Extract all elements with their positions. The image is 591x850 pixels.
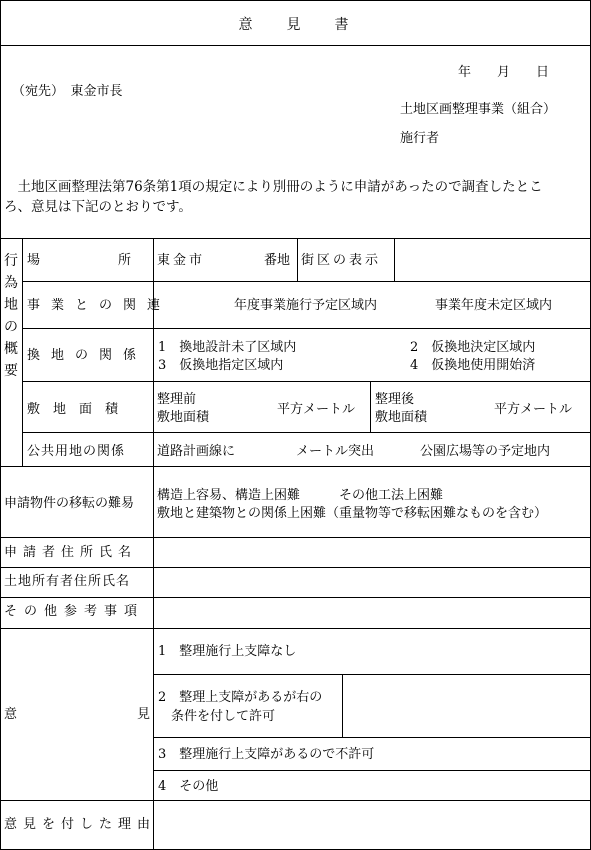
opinion-divider-3 [153,770,591,771]
site-area-before-l1: 整理前 [157,392,197,407]
replot-option-3[interactable]: 3 仮換地指定区域内 [158,358,284,373]
public-land-label: 公共用地の関係 [27,444,126,459]
header-divider [0,238,591,239]
opinion-option-3[interactable]: 3 整理施行上支障があるので不許可 [158,747,375,762]
applicant-line-1: 土地区画整理事業（組合） [400,102,557,117]
row-divider-3 [22,381,591,382]
row-divider-6 [0,537,591,538]
site-area-after-l2: 敷地面積 [375,410,428,425]
row-divider-1 [22,281,591,282]
row-divider-4 [22,432,591,433]
replot-option-2[interactable]: 2 仮換地決定区域内 [410,340,536,355]
row-divider-2 [22,328,591,329]
title-divider [0,45,591,46]
replot-relation-label: 換地の関係 [27,348,148,363]
applicant-address-label: 申請者住所氏名 [4,545,138,560]
site-area-unit-before: 平方メートル [277,402,356,417]
opinion-divider-1 [153,674,591,675]
site-area-before-l2: 敷地面積 [157,410,210,425]
other-reference-label: その他参考事項 [4,604,145,619]
site-area-label: 敷 地 面 積 [27,402,119,417]
location-divider-2 [394,238,395,281]
row-divider-8 [0,597,591,598]
owner-address-label: 土地所有者住所氏名 [4,574,131,589]
opinion-label-left: 意 [4,707,18,722]
intro-line-1: 土地区画整理法第76条第1項の規定により別冊のように申請があったので調査したとこ [4,179,543,195]
site-area-divider [370,381,371,432]
block-display-label: 街区の表示 [301,253,382,268]
project-option-1[interactable]: 年度事業施行予定区域内 [234,298,378,313]
difficulty-line-2[interactable]: 敷地と建築物との関係上困難（重量物等で移転困難なものを含む） [157,506,548,521]
row-divider-10 [0,800,591,801]
row-divider-9 [0,628,591,629]
public-land-part-3[interactable]: 公園広場等の予定地内 [420,444,551,459]
form-title: 意 見 書 [238,17,351,33]
location-divider-1 [297,238,298,281]
location-banchi: 番地 [264,253,291,268]
project-relation-label: 事業との関連 [27,298,172,313]
date-field[interactable]: 年 月 日 [458,65,550,80]
row-divider-7 [0,567,591,568]
replot-option-1[interactable]: 1 換地設計未了区域内 [158,340,297,355]
opinion-option-4[interactable]: 4 その他 [158,779,219,794]
reason-label: 意見を付した理由 [4,817,157,832]
opinion-option-2-l2[interactable]: 条件を付して許可 [158,709,276,724]
location-city[interactable]: 東金市 [157,253,206,268]
public-land-part-2: メートル突出 [296,444,375,459]
opinion-option-2-l1[interactable]: 2 整理上支障があるが右の [158,690,323,705]
difficulty-label: 申請物件の移転の難易 [4,496,135,511]
opinion-divider-2 [153,737,591,738]
addressee: （宛先） 東金市長 [12,84,123,99]
intro-line-2: ろ、意見は下記のとおりです。 [4,199,192,215]
row-divider-5 [0,466,591,467]
opinion-condition-divider [342,674,343,737]
site-area-after-l1: 整理後 [375,392,415,407]
site-area-unit-after: 平方メートル [494,402,573,417]
outline-section-label: 行 為 地 の 概 要 [4,253,18,379]
opinion-option-1[interactable]: 1 整理施行上支障なし [158,644,297,659]
public-land-part-1: 道路計画線に [157,444,236,459]
label-column-divider [153,238,154,849]
opinion-label-right: 見 [137,707,151,722]
replot-option-4[interactable]: 4 仮換地使用開始済 [410,358,536,373]
applicant-line-2: 施行者 [400,131,440,146]
location-label: 場 所 [27,253,132,268]
project-option-2[interactable]: 事業年度未定区域内 [435,298,553,313]
difficulty-line-1[interactable]: 構造上容易、構造上困難 その他工法上困難 [157,488,444,503]
